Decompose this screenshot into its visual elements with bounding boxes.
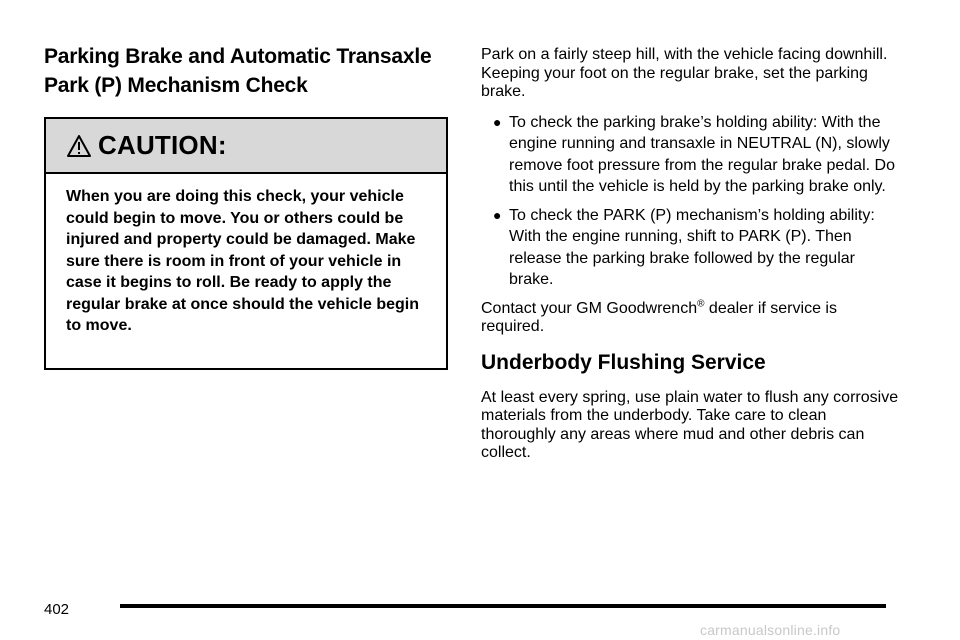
watermark: carmanualsonline.info [700,622,841,638]
section-title-line1: Parking Brake and Automatic Transaxle [44,45,432,68]
bullet-icon: ● [493,206,502,223]
list-item [493,112,901,198]
check-list [481,112,901,291]
registered-mark: ® [697,298,705,310]
caution-text: When you are doing this check, your vehicle could begin to move. You or others could be injured and property could be damaged. Make sure there is room in front of your vehicle in case it begins to roll. Be ready to apply the regular brake at once should the vehicle begin to move. [66,188,419,334]
right-column [481,46,901,463]
page-number: 402 [44,601,70,618]
caution-box [44,117,448,370]
bullet-icon: ● [493,113,502,130]
list-item-text: To check the parking brake’s holding ability: With the engine running and transaxle in NEUTRAL (N), slowly remove foot pressure from the regular brake pedal. Do this until the vehicle is held by the parking brake only. [509,113,895,195]
flush-paragraph: At least every spring, use plain water to flush any corrosive materials from the underbody. Take care to clean thoroughly any areas where mud and other debris can collect. [481,388,899,461]
caution-label: CAUTION: [98,130,227,160]
footer-rule [120,604,886,608]
caution-header [46,119,446,174]
list-item [493,205,901,291]
section-title-line2: Park (P) Mechanism Check [44,74,308,97]
contact-paragraph [481,300,901,337]
contact-text-end: dealer if service is required. [481,299,837,335]
list-item-text: To check the PARK (P) mechanism’s holding ability: With the engine running, shift to PARK (P). Then release the parking brake followed by the regular brake. [509,206,875,288]
intro-paragraph: Park on a fairly steep hill, with the vehicle facing downhill. Keeping your foot on the regular brake, set the parking brake. [481,46,888,100]
warning-triangle-icon [66,133,92,159]
section-title [44,42,448,100]
underbody-heading: Underbody Flushing Service [481,350,766,374]
left-column [44,42,448,370]
contact-text-start: Contact your GM Goodwrench [481,299,698,317]
